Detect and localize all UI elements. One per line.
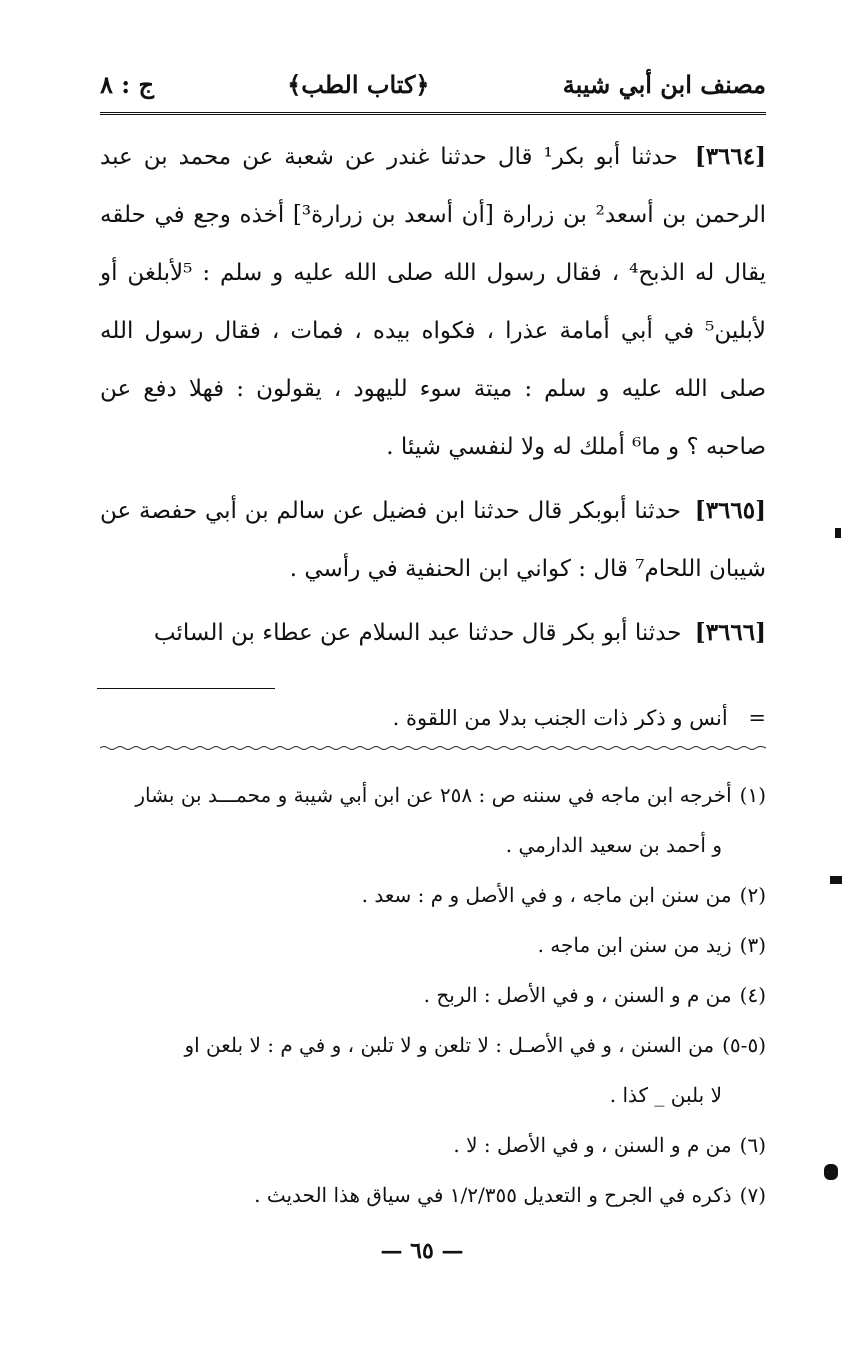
header-rule bbox=[100, 112, 766, 115]
footnote-text: من م و السنن ، و في الأصل : لا . bbox=[453, 1133, 732, 1157]
section-title: ﴿كتاب الطب﴾ bbox=[287, 69, 430, 99]
volume-label: ج : ٨ bbox=[100, 69, 154, 99]
scan-artifact bbox=[830, 876, 842, 884]
footnote-label: (٤) bbox=[739, 983, 766, 1007]
footnote-label: (٣) bbox=[739, 933, 766, 957]
footnote-text: أخرجه ابن ماجه في سننه ص : ٢٥٨ عن ابن أبي شيبة و محمـــد بن بشار bbox=[135, 783, 732, 807]
footnote-item bbox=[100, 920, 766, 970]
footnote-continuation: و أحمد بن سعيد الدارمي . bbox=[505, 833, 722, 857]
hadith-paragraph bbox=[100, 482, 766, 598]
hadith-number: [٣٦٦٦] bbox=[694, 619, 766, 646]
footnote-text: من سنن ابن ماجه ، و في الأصل و م : سعد . bbox=[361, 883, 732, 907]
hadith-number: [٣٦٦٤] bbox=[694, 143, 767, 170]
footnote-item bbox=[100, 770, 766, 870]
footnote-text: زيد من سنن ابن ماجه . bbox=[537, 933, 732, 957]
page-number: — ٦٥ — bbox=[380, 1238, 464, 1264]
footnote-label: (٢) bbox=[739, 883, 766, 907]
footnote-item bbox=[100, 1020, 766, 1120]
hadith-number: [٣٦٦٥] bbox=[694, 497, 766, 524]
footnote-label: (١) bbox=[739, 783, 766, 807]
footnote-label: (٦) bbox=[739, 1133, 766, 1157]
carryover-text: أنس و ذكر ذات الجنب بدلا من اللقوة . bbox=[392, 706, 728, 730]
wavy-divider bbox=[100, 744, 766, 752]
hadith-text: حدثنا أبوبكر قال حدثنا ابن فضيل عن سالم بن أبي حفصة عن شيبان اللحام⁷ قال : كواني ابن الحنفية في رأسي . bbox=[100, 498, 766, 582]
footnote-item bbox=[100, 1170, 766, 1220]
scan-artifact bbox=[824, 1164, 838, 1180]
footnote-item bbox=[100, 1120, 766, 1170]
footnote-label: (٥-٥) bbox=[722, 1033, 766, 1057]
main-text bbox=[100, 128, 766, 662]
hadith-paragraph bbox=[100, 604, 766, 662]
carryover-mark: = bbox=[748, 706, 766, 730]
hadith-paragraph bbox=[100, 128, 766, 476]
footnote-separator bbox=[97, 688, 275, 689]
footnotes bbox=[100, 770, 766, 1220]
footnote-text: من السنن ، و في الأصـل : لا تلعن و لا تلبن ، و في م : لا بلعن او bbox=[184, 1033, 715, 1057]
hadith-text: حدثنا أبو بكر قال حدثنا عبد السلام عن عطاء بن السائب bbox=[153, 620, 682, 646]
scan-artifact bbox=[835, 528, 841, 538]
carryover-note bbox=[100, 696, 766, 740]
footnote-item bbox=[100, 870, 766, 920]
footnote-text: من م و السنن ، و في الأصل : الربح . bbox=[423, 983, 732, 1007]
footnote-label: (٧) bbox=[739, 1183, 766, 1207]
footnote-item bbox=[100, 970, 766, 1020]
running-header bbox=[100, 62, 766, 106]
book-title: مصنف ابن أبي شيبة bbox=[562, 69, 766, 99]
hadith-text: حدثنا أبو بكر¹ قال حدثنا غندر عن شعبة عن محمد بن عبد الرحمن بن أسعد² بن زرارة [أن أسعد بن زرارة³] أخذه وجع في حلقه يقال له الذبح⁴ ، فقال رسول الله صلى الله عليه و سلم : ⁵لأبلغن أو لأبلين⁵ في أبي أمامة عذرا ، فكواه بيده ، فمات ، فقال رسول الله صلى الله عليه و سلم : ميتة سوء لليهود ، يقولون : فهلا دفع عن صاحبه ؟ و ما⁶ أملك له ولا لنفسي شيئا . bbox=[100, 144, 767, 460]
footnote-text: ذكره في الجرح و التعديل ١/٢/٣٥٥ في سياق هذا الحديث . bbox=[254, 1183, 732, 1207]
footnote-continuation: لا بلبن _ كذا . bbox=[609, 1083, 722, 1107]
